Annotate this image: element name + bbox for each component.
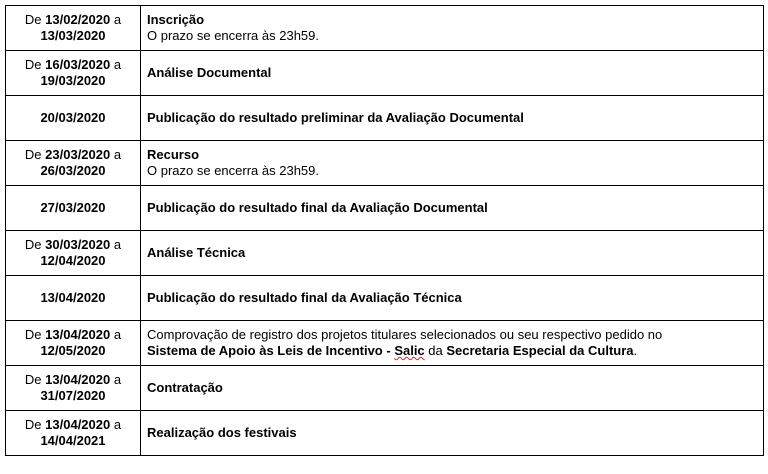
secretariat-name: Secretaria Especial da Cultura [446, 343, 634, 358]
start-date: 13/04/2020 [45, 327, 111, 342]
system-name: Sistema de Apoio às Leis de Incentivo - [147, 343, 395, 358]
activity-cell [141, 6, 764, 51]
date-connector: a [110, 417, 122, 432]
end-date: 26/03/2020 [40, 163, 106, 178]
activity-cell [141, 51, 764, 96]
activity-title: Publicação do resultado final da Avaliação Técnica [147, 290, 462, 305]
activity-cell [141, 411, 764, 456]
date-cell [6, 186, 141, 231]
date-prefix: De [24, 147, 46, 162]
date-connector: a [110, 237, 122, 252]
end-date: 31/07/2020 [40, 388, 106, 403]
date-cell [6, 276, 141, 321]
activity-cell [141, 276, 764, 321]
date-connector: a [110, 57, 122, 72]
start-date: 30/03/2020 [45, 237, 111, 252]
start-date: 13/02/2020 [45, 12, 111, 27]
schedule-table [5, 5, 764, 456]
date-cell [6, 6, 141, 51]
activity-title: Publicação do resultado preliminar da Avaliação Documental [147, 110, 524, 125]
table-row [6, 276, 764, 321]
table-row [6, 231, 764, 276]
end-date: 12/05/2020 [40, 343, 106, 358]
activity-cell [141, 366, 764, 411]
start-date: 13/04/2020 [45, 417, 111, 432]
activity-cell [141, 96, 764, 141]
date-connector: a [110, 372, 122, 387]
start-date: 23/03/2020 [45, 147, 111, 162]
connector-text: da [424, 343, 447, 358]
date-prefix: De [24, 237, 46, 252]
end-date: 19/03/2020 [40, 73, 106, 88]
activity-title: Recurso [147, 147, 200, 162]
activity-title: Realização dos festivais [147, 425, 297, 440]
date-cell [6, 231, 141, 276]
date-cell [6, 51, 141, 96]
activity-text-line1: Comprovação de registro dos projetos titulares selecionados ou seu respectivo pedido no [147, 327, 663, 342]
end-date: 14/04/2021 [40, 433, 106, 448]
end-date: 12/04/2020 [40, 253, 106, 268]
activity-title: Contratação [147, 380, 223, 395]
activity-text-line2 [147, 343, 757, 359]
activity-cell [141, 141, 764, 186]
date-cell [6, 411, 141, 456]
single-date: 27/03/2020 [40, 200, 106, 215]
table-row [6, 411, 764, 456]
activity-title: Análise Documental [147, 65, 272, 80]
end-date: 13/03/2020 [40, 28, 106, 43]
activity-title: Publicação do resultado final da Avaliação Documental [147, 200, 488, 215]
single-date: 13/04/2020 [40, 290, 106, 305]
date-prefix: De [24, 327, 46, 342]
date-cell [6, 366, 141, 411]
activity-note: O prazo se encerra às 23h59. [147, 163, 319, 178]
date-connector: a [110, 12, 122, 27]
table-row [6, 96, 764, 141]
table-row [6, 51, 764, 96]
date-prefix: De [24, 417, 46, 432]
period-text: . [633, 343, 638, 358]
activity-title: Inscrição [147, 12, 205, 27]
single-date: 20/03/2020 [40, 110, 106, 125]
salic-acronym: Salic [394, 343, 425, 358]
date-prefix: De [24, 12, 46, 27]
date-connector: a [110, 147, 122, 162]
activity-title: Análise Técnica [147, 245, 246, 260]
date-connector: a [110, 327, 122, 342]
date-cell [6, 321, 141, 366]
start-date: 13/04/2020 [45, 372, 111, 387]
table-row [6, 366, 764, 411]
activity-cell [141, 321, 764, 366]
date-prefix: De [24, 57, 46, 72]
activity-cell [141, 231, 764, 276]
table-row [6, 141, 764, 186]
table-row [6, 321, 764, 366]
activity-note: O prazo se encerra às 23h59. [147, 28, 319, 43]
date-cell [6, 96, 141, 141]
start-date: 16/03/2020 [45, 57, 111, 72]
date-prefix: De [24, 372, 46, 387]
date-cell [6, 141, 141, 186]
table-row [6, 6, 764, 51]
activity-cell [141, 186, 764, 231]
table-row [6, 186, 764, 231]
